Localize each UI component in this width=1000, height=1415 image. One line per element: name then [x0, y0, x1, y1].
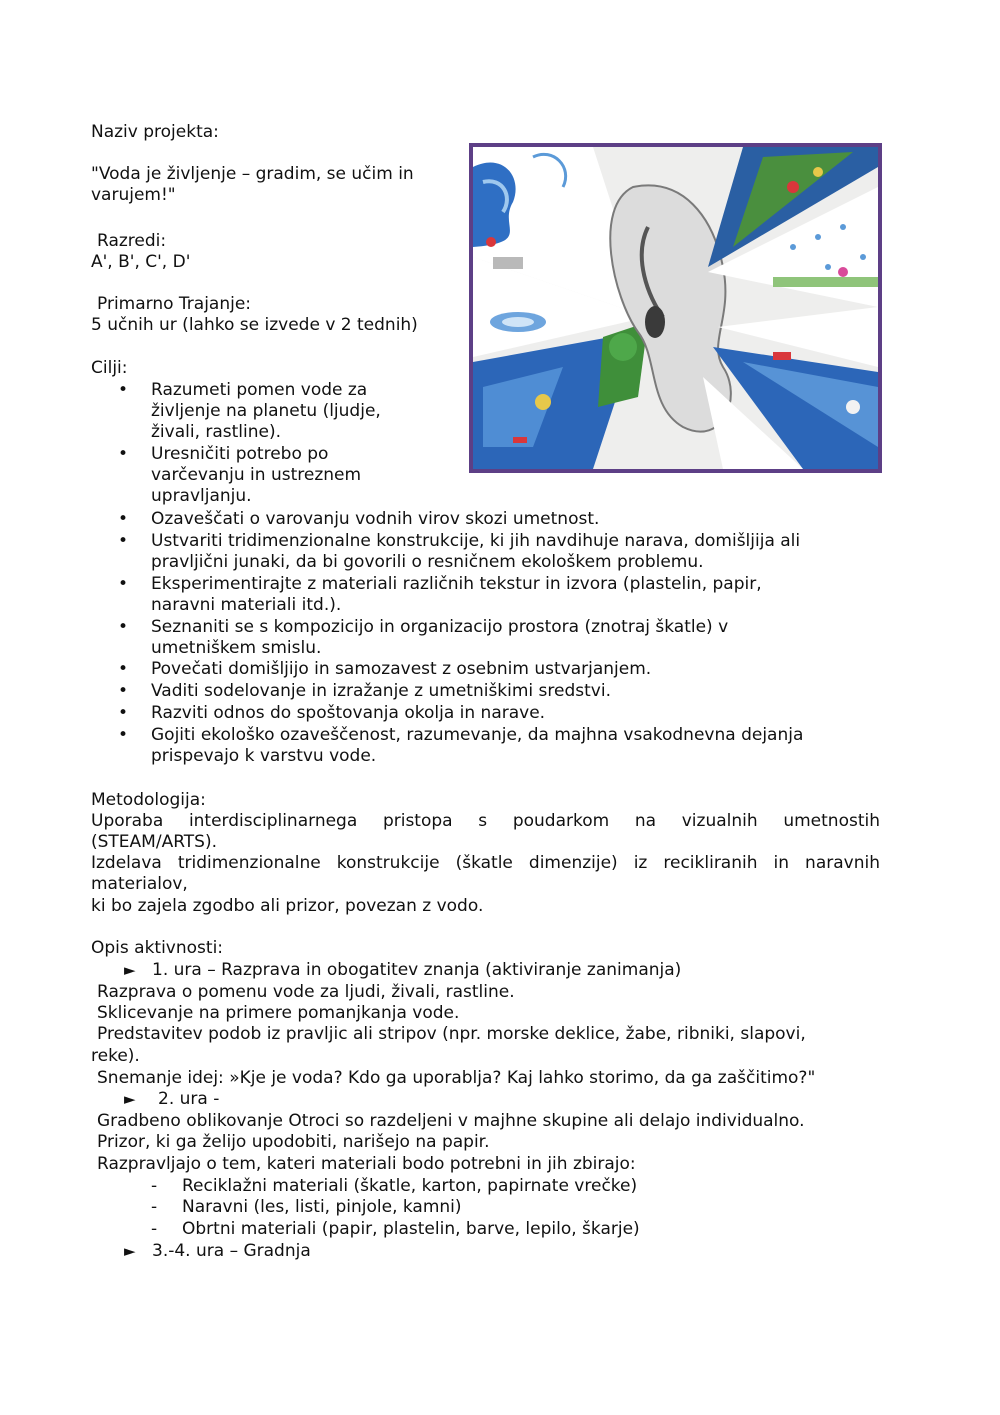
arrow-right-icon: ►: [124, 961, 136, 979]
material-item-2: Naravni (les, listi, pinjole, kamni): [182, 1197, 462, 1217]
lesson-2-line-3: Razpravljajo o tem, kateri materiali bodo potrebni in jih zbirajo:: [97, 1154, 636, 1174]
goals-label: Cilji:: [91, 358, 128, 378]
bullet-icon: •: [118, 725, 129, 745]
lesson-2-heading: 2. ura -: [158, 1089, 220, 1109]
methodology-p1-line-2: (STEAM/ARTS).: [91, 832, 217, 852]
material-item-3: Obrtni materiali (papir, plastelin, barve, lepilo, škarje): [182, 1219, 640, 1239]
goal-1-line-1: Razumeti pomen vode za: [151, 380, 368, 400]
lesson-1-line-2: Sklicevanje na primere pomanjkanja vode.: [97, 1003, 460, 1023]
grades-value: A', B', C', D': [91, 252, 191, 272]
methodology-p2-line-1: Izdelava tridimenzionalne konstrukcije (škatle dimenzije) iz recikliranih in naravnih: [91, 853, 880, 873]
lesson-1-heading: 1. ura – Razprava in obogatitev znanja (aktiviranje zanimanja): [152, 960, 682, 980]
lesson-1-line-4: reke).: [91, 1046, 140, 1066]
goal-5-line-2: naravni materiali itd.).: [151, 595, 342, 615]
bullet-icon: •: [118, 574, 129, 594]
lesson-1-line-5: Snemanje idej: »Kje je voda? Kdo ga uporablja? Kaj lahko storimo, da ga zaščitimo?": [97, 1068, 816, 1088]
goal-9-line-1: Razviti odnos do spoštovanja okolja in narave.: [151, 703, 546, 723]
goal-1-line-2: življenje na planetu (ljudje,: [151, 401, 381, 421]
bullet-icon: •: [118, 659, 129, 679]
goal-7-line-1: Povečati domišljijo in samozavest z osebnim ustvarjanjem.: [151, 659, 652, 679]
grades-label: Razredi:: [97, 231, 167, 251]
goal-8-line-1: Vaditi sodelovanje in izražanje z umetniškimi sredstvi.: [151, 681, 611, 701]
artwork-illustration: [473, 147, 878, 469]
goal-4-line-1: Ustvariti tridimenzionalne konstrukcije, ki jih navdihuje narava, domišljija ali: [151, 531, 801, 551]
methodology-p2-line-2: materialov,: [91, 874, 188, 894]
arrow-right-icon: ►: [124, 1090, 136, 1108]
goal-2-line-3: upravljanju.: [151, 486, 252, 506]
bullet-icon: •: [118, 509, 129, 529]
bullet-icon: •: [118, 444, 129, 464]
goal-1-line-3: živali, rastline).: [151, 422, 282, 442]
artwork-photo: [469, 143, 882, 473]
lesson-3-heading: 3.-4. ura – Gradnja: [152, 1241, 311, 1261]
project-title-line-2: varujem!": [91, 185, 176, 205]
lesson-2-line-2: Prizor, ki ga želijo upodobiti, narišejo na papir.: [97, 1132, 490, 1152]
goal-3-line-1: Ozaveščati o varovanju vodnih virov skozi umetnost.: [151, 509, 600, 529]
dash-marker: -: [151, 1176, 158, 1196]
goal-6-line-1: Seznaniti se s kompozicijo in organizacijo prostora (znotraj škatle) v: [151, 617, 729, 637]
bullet-icon: •: [118, 681, 129, 701]
material-item-1: Reciklažni materiali (škatle, karton, papirnate vrečke): [182, 1176, 638, 1196]
duration-label: Primarno Trajanje:: [97, 294, 252, 314]
goal-2-line-2: varčevanju in ustreznem: [151, 465, 362, 485]
dash-marker: -: [151, 1219, 158, 1239]
activities-label: Opis aktivnosti:: [91, 938, 224, 958]
goal-4-line-2: pravljični junaki, da bi govorili o resničnem ekološkem problemu.: [151, 552, 704, 572]
project-label: Naziv projekta:: [91, 122, 219, 142]
goal-10-line-1: Gojiti ekološko ozaveščenost, razumevanje, da majhna vsakodnevna dejanja: [151, 725, 804, 745]
goal-6-line-2: umetniškem smislu.: [151, 638, 322, 658]
lesson-2-line-1: Gradbeno oblikovanje Otroci so razdeljeni v majhne skupine ali delajo individualno.: [97, 1111, 805, 1131]
goal-2-line-1: Uresničiti potrebo po: [151, 444, 329, 464]
lesson-1-line-3: Predstavitev podob iz pravljic ali stripov (npr. morske deklice, žabe, ribniki, slapovi,: [97, 1024, 806, 1044]
methodology-label: Metodologija:: [91, 790, 206, 810]
dash-marker: -: [151, 1197, 158, 1217]
methodology-p2-line-3: ki bo zajela zgodbo ali prizor, povezan z vodo.: [91, 896, 484, 916]
methodology-p1-line-1: Uporaba interdisciplinarnega pristopa s poudarkom na vizualnih umetnostih: [91, 811, 880, 831]
project-title-line-1: "Voda je življenje – gradim, se učim in: [91, 164, 414, 184]
bullet-icon: •: [118, 380, 129, 400]
bullet-icon: •: [118, 531, 129, 551]
goal-10-line-2: prispevajo k varstvu vode.: [151, 746, 377, 766]
bullet-icon: •: [118, 703, 129, 723]
duration-value: 5 učnih ur (lahko se izvede v 2 tednih): [91, 315, 418, 335]
arrow-right-icon: ►: [124, 1242, 136, 1260]
bullet-icon: •: [118, 617, 129, 637]
goal-5-line-1: Eksperimentirajte z materiali različnih tekstur in izvora (plastelin, papir,: [151, 574, 762, 594]
lesson-1-line-1: Razprava o pomenu vode za ljudi, živali, rastline.: [97, 982, 515, 1002]
